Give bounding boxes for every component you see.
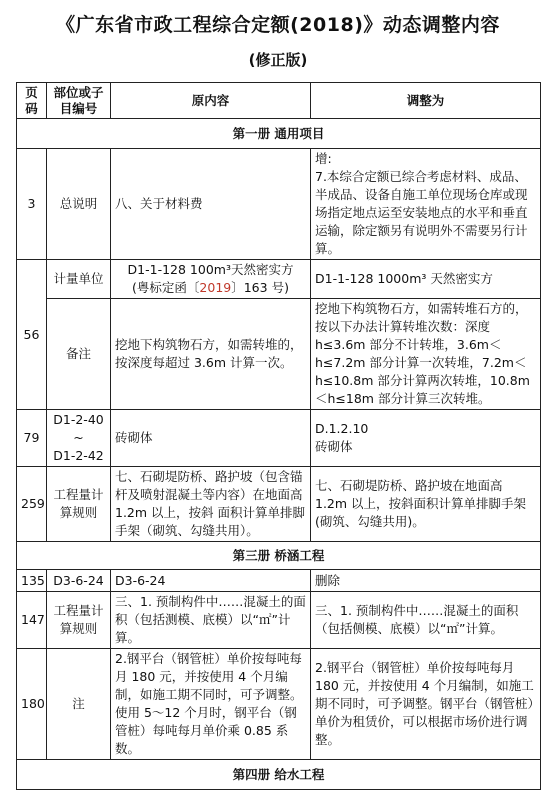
- table-row: [17, 149, 541, 260]
- header-page: 页码: [17, 83, 47, 119]
- cell-part: 注: [47, 649, 111, 760]
- table-row: [17, 649, 541, 760]
- cell-part: 备注: [47, 299, 111, 410]
- cell-adjusted: 三、1. 预制构件中……混凝土的面积（包括侧模、底模）以“㎡”计算。: [311, 592, 541, 649]
- cell-orig: 三、1. 预制构件中……混凝土的面积（包括测模、底模）以“㎡”计算。: [111, 592, 311, 649]
- section-title: 第一册 通用项目: [17, 119, 541, 149]
- table-header-row: [17, 83, 541, 119]
- cell-part: 工程量计算规则: [47, 467, 111, 542]
- cell-orig: 挖地下构筑物石方，如需转堆的，按深度每超过 3.6m 计算一次。: [111, 299, 311, 410]
- orig-quota-line: D1-1-128 100m³天然密实方: [127, 262, 294, 277]
- cell-page: 56: [17, 260, 47, 410]
- document-title: 《广东省市政工程综合定额(2018)》动态调整内容: [56, 14, 500, 36]
- cell-adjusted: 删除: [311, 570, 541, 592]
- table-row: [17, 592, 541, 649]
- cell-part: 总说明: [47, 149, 111, 260]
- cell-page: 79: [17, 410, 47, 467]
- cell-page: 259: [17, 467, 47, 542]
- cell-orig: 砖砌体: [111, 410, 311, 467]
- cell-page: 3: [17, 149, 47, 260]
- section-row: [17, 542, 541, 570]
- section-title: 第四册 给水工程: [17, 760, 541, 790]
- table-row: [17, 410, 541, 467]
- cell-page: 180: [17, 649, 47, 760]
- header-orig: 原内容: [111, 83, 311, 119]
- cell-orig: [111, 260, 311, 299]
- section-row: [17, 760, 541, 790]
- header-part: 部位或子目编号: [47, 83, 111, 119]
- section-title: 第三册 桥涵工程: [17, 542, 541, 570]
- cell-orig: 八、关于材料费: [111, 149, 311, 260]
- cell-part: D1-2-40 ~ D1-2-42: [47, 410, 111, 467]
- orig-ref-year: 2019: [199, 280, 232, 295]
- table-row: [17, 299, 541, 410]
- cell-adjusted: 七、石砌堤防桥、路护坡在地面高 1.2m 以上，按斜面积计算单排脚手架(砌筑、勾缝共用)。: [311, 467, 541, 542]
- cell-adjusted: 挖地下构筑物石方，如需转堆石方的，按以下办法计算转堆次数：深度 h≤3.6m 部分不计转堆，3.6m＜h≤7.2m 部分计算一次转堆，7.2m＜h≤10.8m 部分计算两次转堆，10.8m＜h≤18m 部分计算三次转堆。: [311, 299, 541, 410]
- table-row: [17, 467, 541, 542]
- section-row: [17, 119, 541, 149]
- cell-page: 147: [17, 592, 47, 649]
- cell-adjusted: 2.钢平台（钢管桩）单价按每吨每月 180 元，并按使用 4 个月编制，如施工期不同时，可予调整。钢平台（钢管桩）单价为租赁价，可以根据市场价进行调整。: [311, 649, 541, 760]
- cell-adjusted: D1-1-128 1000m³ 天然密实方: [311, 260, 541, 299]
- cell-orig: 七、石砌堤防桥、路护坡（包含锚杆及喷射混凝土等内容）在地面高 1.2m 以上，按斜 面积计算单排脚手架（砌筑、勾缝共用）。: [111, 467, 311, 542]
- orig-ref-c: 〕163 号): [231, 280, 289, 295]
- cell-adjusted: 增: 7.本综合定额已综合考虑材料、成品、半成品、设备自施工单位现场仓库或现场指定地点运至安装地点的水平和垂直运输，除定额另有说明外不需要另行计算。: [311, 149, 541, 260]
- cell-adjusted: D.1.2.10 砖砌体: [311, 410, 541, 467]
- document-subtitle: (修正版): [248, 51, 308, 69]
- cell-orig: 2.钢平台（钢管桩）单价按每吨每月 180 元，并按使用 4 个月编制，如施工期不同时，可予调整。使用 5～12 个月时，钢平台（钢管桩）每吨每月单价乘 0.85 系数。: [111, 649, 311, 760]
- cell-orig: D3-6-24: [111, 570, 311, 592]
- cell-part: 工程量计算规则: [47, 592, 111, 649]
- cell-page: 135: [17, 570, 47, 592]
- adjustment-table: [16, 82, 541, 790]
- cell-part: 计量单位: [47, 260, 111, 299]
- table-row: [17, 260, 541, 299]
- table-row: [17, 570, 541, 592]
- header-adjusted: 调整为: [311, 83, 541, 119]
- orig-ref-a: (粤标定函〔: [132, 280, 200, 295]
- cell-part: D3-6-24: [47, 570, 111, 592]
